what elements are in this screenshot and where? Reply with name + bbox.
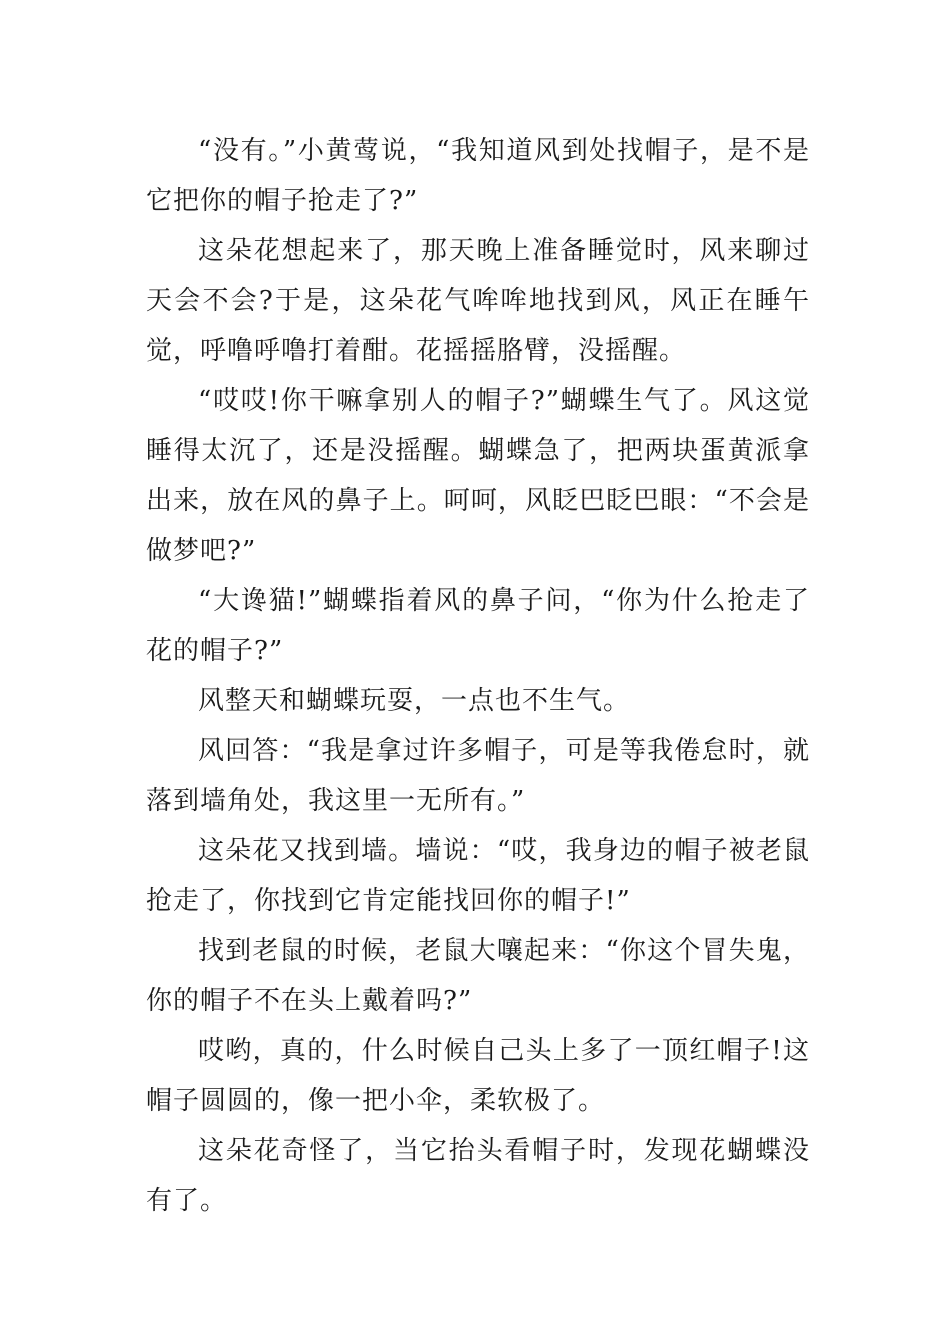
paragraph: 风回答：“我是拿过许多帽子，可是等我倦怠时，就落到墙角处，我这里一无所有。”: [146, 736, 810, 816]
story-body: [146, 126, 810, 1226]
paragraph: “大谗猫!”蝴蝶指着风的鼻子问，“你为什么抢走了花的帽子?”: [146, 586, 810, 666]
paragraph: 这朵花奇怪了，当它抬头看帽子时，发现花蝴蝶没有了。: [146, 1136, 810, 1216]
paragraph: 这朵花想起来了，那天晚上准备睡觉时，风来聊过天会不会?于是，这朵花气哞哞地找到风，风正在睡午觉，呼噜呼噜打着酣。花摇摇胳臂，没摇醒。: [146, 236, 810, 366]
paragraph: “哎哎!你干嘛拿别人的帽子?”蝴蝶生气了。风这觉睡得太沉了，还是没摇醒。蝴蝶急了，把两块蛋黄派拿出来，放在风的鼻子上。呵呵，风眨巴眨巴眼：“不会是做梦吧?”: [146, 386, 810, 566]
paragraph: 哎哟，真的，什么时候自己头上多了一顶红帽子!这帽子圆圆的，像一把小伞，柔软极了。: [146, 1036, 810, 1116]
paragraph: 这朵花又找到墙。墙说：“哎，我身边的帽子被老鼠抢走了，你找到它肯定能找回你的帽子!”: [146, 836, 810, 916]
paragraph: 找到老鼠的时候，老鼠大嚷起来：“你这个冒失鬼，你的帽子不在头上戴着吗?”: [146, 936, 810, 1016]
paragraph: “没有。”小黄莺说，“我知道风到处找帽子，是不是它把你的帽子抢走了?”: [146, 136, 810, 216]
paragraph: 风整天和蝴蝶玩耍，一点也不生气。: [198, 686, 631, 716]
